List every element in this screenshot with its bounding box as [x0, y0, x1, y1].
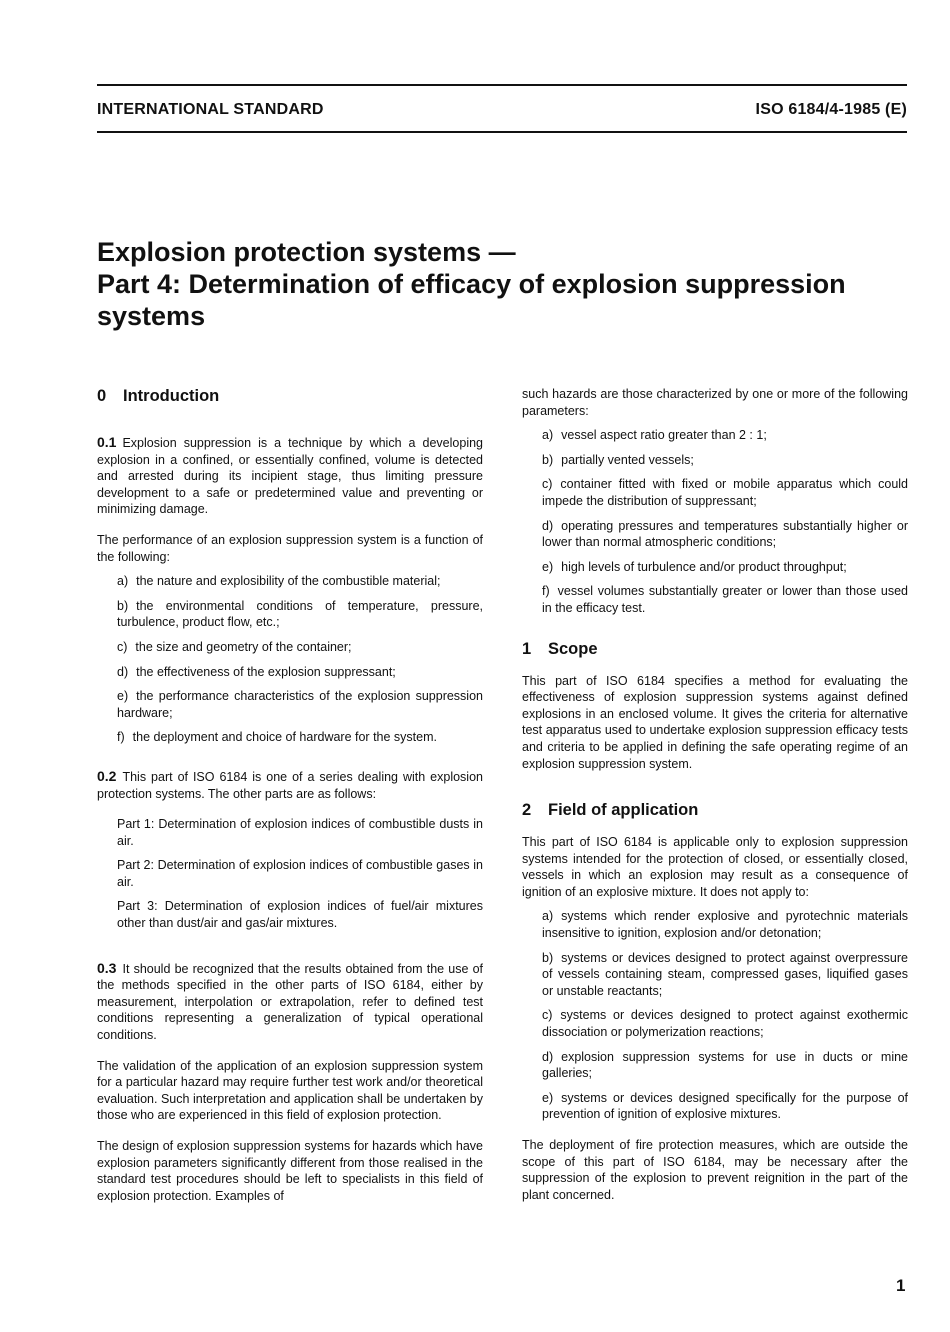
paragraph-hazards-continued: such hazards are those characterized by one or more of the following parameters: — [522, 387, 908, 418]
paragraph-field: This part of ISO 6184 is applicable only to explosion suppression systems intended for the protection of closed, or essentially closed, vessels in which an explosion may result as a consequence of ignition of an explosive mixture. It does not apply to: — [522, 835, 908, 899]
right-column — [522, 386, 908, 1211]
clause-number: 0.3 — [97, 959, 117, 976]
clause-number: 0.1 — [97, 434, 117, 450]
paragraph-closing: The deployment of fire protection measures, which are outside the scope of this part of ISO 6184, may be necessary after the suppression of the explosion to prevent reignition in the part of the plant concerned. — [522, 1138, 908, 1202]
list-item: a) systems which render explosive and pyrotechnic materials insensitive to ignition, explosion and/or detonation; — [542, 909, 908, 941]
list-item: e) the performance characteristics of the explosion suppression hardware; — [117, 689, 483, 720]
list-item: f) vessel volumes substantially greater or lower than those used in the efficacy test. — [542, 584, 908, 615]
list-item: c) container fitted with fixed or mobile apparatus which could impede the distribution of suppressant; — [542, 477, 908, 508]
list-item: b) partially vented vessels; — [542, 452, 694, 467]
list-item-part-2: Part 2: Determination of explosion indices of combustible gases in air. — [117, 858, 483, 889]
paragraph-design: The design of explosion suppression systems for hazards which have explosion parameters significantly different from those realised in the standard test procedures should be left to specialists in this field of explosion protection. Examples of — [97, 1139, 483, 1203]
list-item: c) the size and geometry of the container; — [117, 639, 352, 654]
clause-0-3: 0.3 It should be recognized that the results obtained from the use of the methods specified in the other parts of ISO 6184, either by measurement, interpolation or extrapolation, refer to defined test conditions representing a generalization of typical operational conditions. — [97, 959, 483, 1043]
list-item: e) high levels of turbulence and/or product throughput; — [542, 559, 847, 574]
header-standard-label: INTERNATIONAL STANDARD — [97, 101, 324, 118]
list-item: e) systems or devices designed specifically for the purpose of prevention of ignition of explosive mixtures. — [542, 1090, 908, 1122]
document-title — [97, 236, 917, 332]
paragraph-performance-intro: The performance of an explosion suppression system is a function of the following: — [97, 532, 483, 564]
paragraph-validation: The validation of the application of an explosion suppression system for a particular hazard may require further test work and/or theoretical evaluation. Such interpretation and application shall be undertaken by those who are experienced in this field of explosion protection. — [97, 1058, 483, 1123]
title-line-2: Part 4: Determination of efficacy of explosion suppression — [97, 269, 846, 299]
list-item: c) systems or devices designed to protect against exothermic dissociation or polymerization reactions; — [542, 1008, 908, 1040]
list-item: d) operating pressures and temperatures substantially higher or lower than normal atmospheric conditions; — [542, 518, 908, 550]
list-item: f) the deployment and choice of hardware for the system. — [117, 730, 437, 745]
list-item: a) the nature and explosibility of the combustible material; — [117, 574, 441, 589]
header-top-rule — [97, 84, 907, 86]
clause-0-1: 0.1 Explosion suppression is a technique by which a developing explosion in a confined, or essentially confined, volume is detected and arrested during its incipient stage, thus limiting pressure development to a safe or predetermined value and preventing or minimizing damage. — [97, 434, 483, 517]
paragraph-scope: This part of ISO 6184 specifies a method for evaluating the effectiveness of explosion suppression systems against defined explosions in an enclosed volume. It gives the criteria for alternative test apparatus used to undertake explosion suppression efficacy tests and criteria to be applied in defining the safe operating regime of an explosion suppression system. — [522, 673, 908, 771]
section-heading-field-of-application: 2 Field of application — [522, 801, 699, 820]
left-column — [97, 386, 483, 1212]
header-document-number: ISO 6184/4-1985 (E) — [755, 101, 907, 118]
list-item: b) systems or devices designed to protect against overpressure of vessels containing steam, compressed gases, liquified gases or unstable reactants; — [542, 950, 908, 998]
list-item: d) explosion suppression systems for use in ducts or mine galleries; — [542, 1049, 908, 1081]
title-line-1: Explosion protection systems — — [97, 237, 516, 267]
section-heading-scope: 1 Scope — [522, 639, 598, 658]
clause-0-2: 0.2 This part of ISO 6184 is one of a series dealing with explosion protection systems. The other parts are as follows: — [97, 767, 483, 801]
page-number: 1 — [896, 1276, 906, 1295]
section-heading-introduction: 0 Introduction — [97, 387, 220, 405]
list-item: a) vessel aspect ratio greater than 2 : 1; — [542, 428, 767, 443]
list-item-part-3: Part 3: Determination of explosion indices of fuel/air mixtures other than dust/air and gas/air mixtures. — [117, 899, 483, 931]
list-item: d) the effectiveness of the explosion suppressant; — [117, 664, 396, 679]
list-item-part-1: Part 1: Determination of explosion indices of combustible dusts in air. — [117, 817, 483, 848]
list-item: b) the environmental conditions of temperature, pressure, turbulence, product flow, etc.; — [117, 598, 483, 630]
header-bottom-rule — [97, 131, 907, 133]
title-line-3: systems — [97, 301, 206, 331]
clause-number: 0.2 — [97, 767, 117, 784]
